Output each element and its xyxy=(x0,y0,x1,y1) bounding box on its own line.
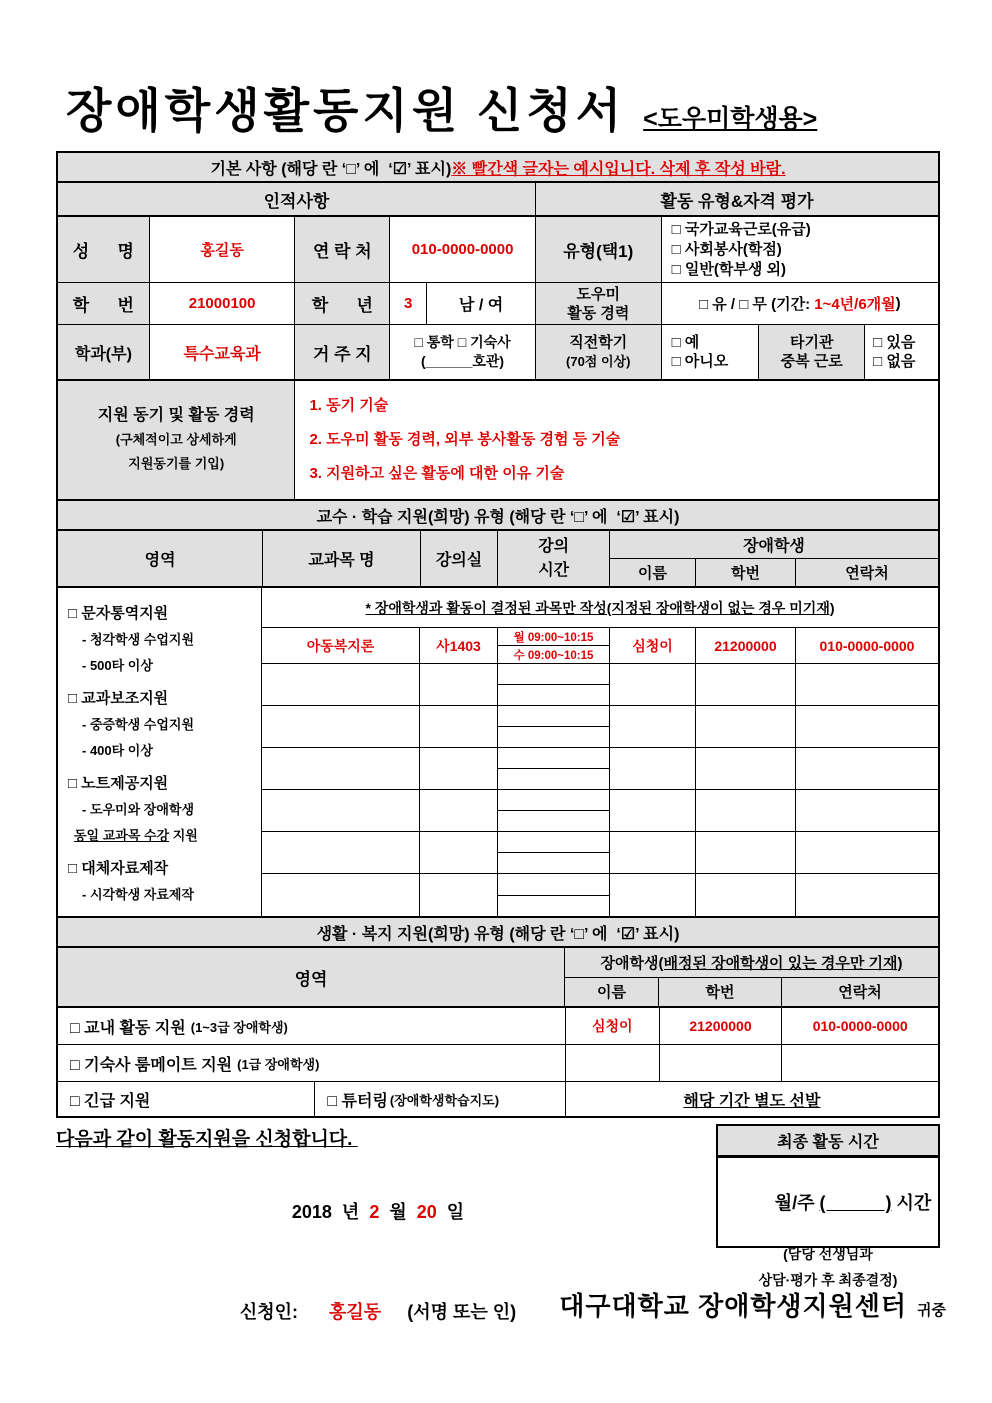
empty-contact-cell[interactable] xyxy=(796,706,938,747)
basic-info-bar-label: 기본 사항 (해당 란 ‘□’ 에 ‘☑’ 표시) xyxy=(210,160,452,178)
welfare-col-student-plain: 장애학생 xyxy=(600,954,659,972)
gender-field[interactable]: 남 / 여 xyxy=(427,283,536,324)
teaching-area-options xyxy=(58,588,262,916)
dept-field[interactable]: 특수교육과 xyxy=(150,325,296,379)
teaching-row-filled xyxy=(262,628,938,664)
area-checkbox-text-interpreting[interactable]: □ 문자통역지원 xyxy=(68,605,169,622)
type-option-checkbox-general[interactable]: □ 일반(학부생 외) xyxy=(671,260,786,278)
empty-name-cell[interactable] xyxy=(610,874,696,916)
teaching-col-sid: 학번 xyxy=(696,559,796,586)
teaching-col-time-line1: 강의 xyxy=(538,537,570,555)
applicant-suffix: (서명 또는 인) xyxy=(407,1302,517,1322)
teaching-row-empty xyxy=(262,664,938,706)
motivation-label xyxy=(58,381,295,499)
teaching-col-contact: 연락처 xyxy=(796,559,938,586)
empty-subject-cell[interactable] xyxy=(262,748,420,789)
row-motivation xyxy=(58,381,938,501)
welfare-name-field[interactable]: 심청이 xyxy=(566,1008,660,1044)
student-contact-field[interactable]: 010-0000-0000 xyxy=(819,637,915,654)
name-label: 성 명 xyxy=(58,217,150,282)
type-label: 유형(택1) xyxy=(536,217,662,282)
welfare-col-student xyxy=(565,948,938,978)
name-value-field[interactable]: 홍길동 xyxy=(150,217,296,282)
motivation-example-2[interactable]: 2. 도우미 활동 경력, 외부 봉사활동 경험 등 기술 xyxy=(309,431,621,448)
page-title-suffix: <도우미학생용> xyxy=(643,105,818,133)
motivation-label-line3: 지원동기를 기입) xyxy=(128,456,225,471)
empty-name-cell[interactable] xyxy=(610,664,696,705)
dual-work-label-line1: 타기관 xyxy=(790,334,834,351)
final-time-blank-field[interactable]: ( ) xyxy=(819,1193,892,1213)
helper-career-label xyxy=(536,283,662,324)
teaching-table-body xyxy=(58,588,938,918)
contact-value-field[interactable]: 010-0000-0000 xyxy=(390,217,536,282)
welfare-student-group xyxy=(565,948,938,1006)
welfare-table-header xyxy=(58,948,938,1008)
empty-subject-cell[interactable] xyxy=(262,664,420,705)
emergency-support-label: □ 긴급 지원 xyxy=(70,1092,151,1110)
final-time-line xyxy=(718,1168,938,1236)
empty-subject-cell[interactable] xyxy=(262,874,420,916)
empty-contact-cell[interactable] xyxy=(796,790,938,831)
form-table xyxy=(56,151,940,1118)
dorm-roommate-sub: (1급 장애학생) xyxy=(237,1056,320,1072)
empty-room-cell[interactable] xyxy=(420,874,498,916)
campus-activity-checkbox[interactable] xyxy=(58,1008,566,1044)
prev-semester-label xyxy=(536,325,662,379)
activity-section-header: 활동 유형&자격 평가 xyxy=(536,183,938,215)
tutoring-checkbox[interactable] xyxy=(315,1082,565,1116)
teaching-row-empty xyxy=(262,748,938,790)
teaching-row-empty xyxy=(262,706,938,748)
final-time-note-line1: (담당 선생님과 xyxy=(783,1246,873,1262)
area-sub-helper-student: - 도우미와 장애학생 xyxy=(82,802,195,817)
date-year: 2018 xyxy=(291,1202,332,1222)
application-statement: 다음과 같이 활동지원을 신청합니다. xyxy=(56,1129,358,1150)
motivation-label-line2: (구체적이고 상세하게 xyxy=(115,432,237,447)
year-label: 학 년 xyxy=(295,283,390,324)
area-sub-severe-support: - 중증학생 수업지원 xyxy=(82,717,195,732)
basic-info-bar xyxy=(58,153,938,183)
tutoring-label: □ 튜터링 xyxy=(327,1092,388,1110)
motivation-example-3[interactable]: 3. 지원하고 싶은 활동에 대한 이유 기술 xyxy=(309,465,565,482)
footer-suffix: 귀중 xyxy=(917,1302,946,1319)
area-sub-500-typing: - 500타 이상 xyxy=(82,658,153,673)
empty-sid-cell[interactable] xyxy=(660,1045,783,1081)
final-time-post: 시간 xyxy=(891,1193,932,1213)
empty-contact-cell[interactable] xyxy=(782,1045,938,1081)
helper-career-close: ) xyxy=(895,295,901,312)
welfare-sid-field[interactable]: 21200000 xyxy=(660,1008,783,1044)
time-field-line2[interactable]: 수 09:00~10:15 xyxy=(513,649,594,662)
empty-room-cell[interactable] xyxy=(420,748,498,789)
welfare-col-student-note: (배정된 장애학생이 있는 경우만 기재) xyxy=(658,954,903,972)
empty-sid-cell[interactable] xyxy=(696,790,796,831)
teaching-rows xyxy=(262,588,938,916)
footer-organization: 대구대학교 장애학생지원센터 xyxy=(559,1291,908,1321)
prev-semester-label-line2: (70점 이상) xyxy=(566,354,631,369)
application-date xyxy=(56,1177,660,1245)
empty-name-cell[interactable] xyxy=(610,748,696,789)
empty-subject-cell[interactable] xyxy=(262,706,420,747)
empty-time-cell[interactable] xyxy=(498,790,610,831)
empty-subject-cell[interactable] xyxy=(262,832,420,873)
footer xyxy=(559,1286,946,1323)
helper-career-label-line2: 활동 경력 xyxy=(567,304,630,322)
area-sub-same-course-underline: 동일 교과목 수강 xyxy=(74,828,170,843)
dual-work-label-line2: 중복 근로 xyxy=(780,353,843,370)
teaching-table-header xyxy=(58,531,938,588)
empty-contact-cell[interactable] xyxy=(796,748,938,789)
helper-career-checkbox-field[interactable] xyxy=(662,283,938,324)
welfare-col-name: 이름 xyxy=(565,978,659,1007)
dual-work-checkbox-no[interactable]: □ 없음 xyxy=(873,353,916,370)
time-field[interactable] xyxy=(498,628,610,663)
residence-options[interactable]: □ 통학 □ 기숙사 xyxy=(414,334,511,350)
empty-name-cell[interactable] xyxy=(610,706,696,747)
teaching-col-area: 영역 xyxy=(58,531,263,586)
student-name-field[interactable]: 심청이 xyxy=(610,628,696,663)
residence-label: 거 주 지 xyxy=(295,325,390,379)
applicant-name-field[interactable]: 홍길동 xyxy=(329,1302,382,1322)
date-year-unit: 년 xyxy=(341,1202,360,1222)
teaching-student-group xyxy=(610,531,938,586)
empty-contact-cell[interactable] xyxy=(796,664,938,705)
prev-semester-options xyxy=(662,325,760,379)
empty-name-cell[interactable] xyxy=(566,1045,660,1081)
area-sub-hearing-support: - 청각학생 수업지원 xyxy=(82,632,195,647)
empty-room-cell[interactable] xyxy=(420,832,498,873)
teaching-note: * 장애학생과 활동이 결정된 과목만 작성(지정된 장애학생이 없는 경우 미기재) xyxy=(262,588,938,628)
empty-contact-cell[interactable] xyxy=(796,832,938,873)
subject-field[interactable]: 아동복지론 xyxy=(262,628,420,663)
prev-semester-checkbox-no[interactable]: □ 아니오 xyxy=(671,353,729,370)
area-sub-same-course xyxy=(68,823,198,849)
student-id-field[interactable]: 21000100 xyxy=(150,283,296,324)
welfare-col-area: 영역 xyxy=(58,948,565,1006)
helper-career-label-line1: 도우미 xyxy=(576,285,621,303)
area-sub-same-course-rest: 지원 xyxy=(169,828,198,843)
year-field[interactable]: 3 xyxy=(390,283,427,324)
final-time-header: 최종 활동 시간 xyxy=(718,1126,938,1156)
dorm-roommate-checkbox[interactable] xyxy=(58,1045,566,1081)
welfare-row-campus xyxy=(58,1008,938,1045)
date-month-unit: 월 xyxy=(389,1202,407,1222)
teaching-col-subject: 교과목 명 xyxy=(263,531,420,586)
dual-work-label xyxy=(759,325,865,379)
dual-work-checkbox-yes[interactable]: □ 있음 xyxy=(873,334,916,351)
separate-selection-text: 해당 기간 별도 선발 xyxy=(683,1092,821,1110)
empty-time-cell[interactable] xyxy=(498,748,610,789)
final-activity-time-box xyxy=(716,1124,940,1288)
teaching-col-time xyxy=(498,531,610,586)
type-option-checkbox-national[interactable]: □ 국가교육근로(유급) xyxy=(671,220,811,238)
empty-sid-cell[interactable] xyxy=(696,874,796,916)
motivation-example-field[interactable] xyxy=(295,381,938,499)
empty-sid-cell[interactable] xyxy=(696,748,796,789)
row-name-contact xyxy=(58,217,938,283)
welfare-section-bar: 생활 · 복지 지원(희망) 유형 (해당 란 ‘□’ 에 ‘☑’ 표시) xyxy=(58,918,938,948)
welfare-row-emergency xyxy=(58,1082,938,1116)
empty-time-cell[interactable] xyxy=(498,706,610,747)
teaching-col-time-line2: 시간 xyxy=(538,561,570,579)
date-month-field[interactable]: 2 xyxy=(369,1202,380,1222)
teaching-row-empty xyxy=(262,874,938,916)
final-time-body xyxy=(718,1156,938,1290)
applicant-label: 신청인: xyxy=(239,1302,304,1322)
time-field-line1[interactable]: 월 09:00~10:15 xyxy=(498,628,609,646)
title-row xyxy=(0,0,992,151)
residence-checkbox-field[interactable] xyxy=(390,325,536,379)
area-checkbox-note-taking[interactable]: □ 노트제공지원 xyxy=(68,775,169,792)
teaching-row-empty xyxy=(262,832,938,874)
date-day-field[interactable]: 20 xyxy=(416,1202,437,1222)
empty-room-cell[interactable] xyxy=(420,790,498,831)
area-sub-visual-material: - 시각학생 자료제작 xyxy=(82,887,195,902)
empty-contact-cell[interactable] xyxy=(796,874,938,916)
helper-career-period-example[interactable]: 1~4년/6개월 xyxy=(814,296,896,313)
emergency-support-checkbox[interactable] xyxy=(58,1082,315,1116)
empty-time-cell[interactable] xyxy=(498,664,610,705)
helper-career-options[interactable]: □ 유 / □ 무 (기간: xyxy=(698,296,815,313)
welfare-col-contact: 연락처 xyxy=(782,978,938,1007)
contact-label: 연 락 처 xyxy=(295,217,390,282)
area-checkbox-class-assist[interactable]: □ 교과보조지원 xyxy=(68,690,169,707)
motivation-label-line1: 지원 동기 및 활동 경력 xyxy=(97,407,255,424)
student-id-label: 학 번 xyxy=(58,283,150,324)
motivation-example-1[interactable]: 1. 동기 기술 xyxy=(309,397,389,414)
teaching-section-bar: 교수 · 학습 지원(희망) 유형 (해당 란 ‘□’ 에 ‘☑’ 표시) xyxy=(58,501,938,531)
empty-sid-cell[interactable] xyxy=(696,832,796,873)
room-field[interactable]: 사1403 xyxy=(420,628,498,663)
empty-room-cell[interactable] xyxy=(420,706,498,747)
welfare-contact-field[interactable]: 010-0000-0000 xyxy=(812,1018,908,1034)
page-title: 장애학생활동지원 신청서 xyxy=(66,86,626,138)
final-time-note-line2: 상담·평가 후 최종결정) xyxy=(758,1272,898,1288)
area-checkbox-alt-material[interactable]: □ 대체자료제작 xyxy=(68,860,169,877)
section-header-row xyxy=(58,183,938,217)
prev-semester-checkbox-yes[interactable]: □ 예 xyxy=(671,334,700,351)
teaching-col-name: 이름 xyxy=(610,559,696,586)
personal-section-header: 인적사항 xyxy=(58,183,536,215)
dept-label: 학과(부) xyxy=(58,325,150,379)
empty-time-cell[interactable] xyxy=(498,874,610,916)
empty-subject-cell[interactable] xyxy=(262,790,420,831)
welfare-col-sid: 학번 xyxy=(659,978,782,1007)
campus-activity-sub: (1~3급 장애학생) xyxy=(190,1019,288,1035)
teaching-col-room: 강의실 xyxy=(421,531,499,586)
dorm-roommate-label: □ 기숙사 룸메이트 지원 xyxy=(70,1056,233,1074)
empty-time-cell[interactable] xyxy=(498,832,610,873)
empty-name-cell[interactable] xyxy=(610,832,696,873)
empty-sid-cell[interactable] xyxy=(696,706,796,747)
empty-room-cell[interactable] xyxy=(420,664,498,705)
welfare-row-dormitory xyxy=(58,1045,938,1082)
date-day-unit: 일 xyxy=(446,1202,465,1222)
type-option-checkbox-volunteer[interactable]: □ 사회봉사(학점) xyxy=(671,240,782,258)
campus-activity-label: □ 교내 활동 지원 xyxy=(70,1019,186,1037)
teaching-col-student: 장애학생 xyxy=(610,531,938,559)
area-sub-400-typing: - 400타 이상 xyxy=(82,743,153,758)
row-dept-residence xyxy=(58,325,938,381)
basic-info-bar-note: ※ 빨간색 글자는 예시입니다. 삭제 후 작성 바람. xyxy=(451,160,786,178)
empty-sid-cell[interactable] xyxy=(696,664,796,705)
residence-dorm-blank[interactable]: (______호관) xyxy=(421,353,505,369)
tutoring-sub: (장애학생학습지도) xyxy=(389,1092,500,1108)
student-sid-field[interactable]: 21200000 xyxy=(696,628,796,663)
type-options xyxy=(662,217,938,282)
dual-work-options xyxy=(865,325,938,379)
teaching-row-empty xyxy=(262,790,938,832)
prev-semester-label-line1: 직전학기 xyxy=(569,334,628,351)
row-id-year xyxy=(58,283,938,325)
separate-selection-note xyxy=(566,1082,938,1116)
final-time-pre: 월/주 xyxy=(774,1193,820,1213)
empty-name-cell[interactable] xyxy=(610,790,696,831)
